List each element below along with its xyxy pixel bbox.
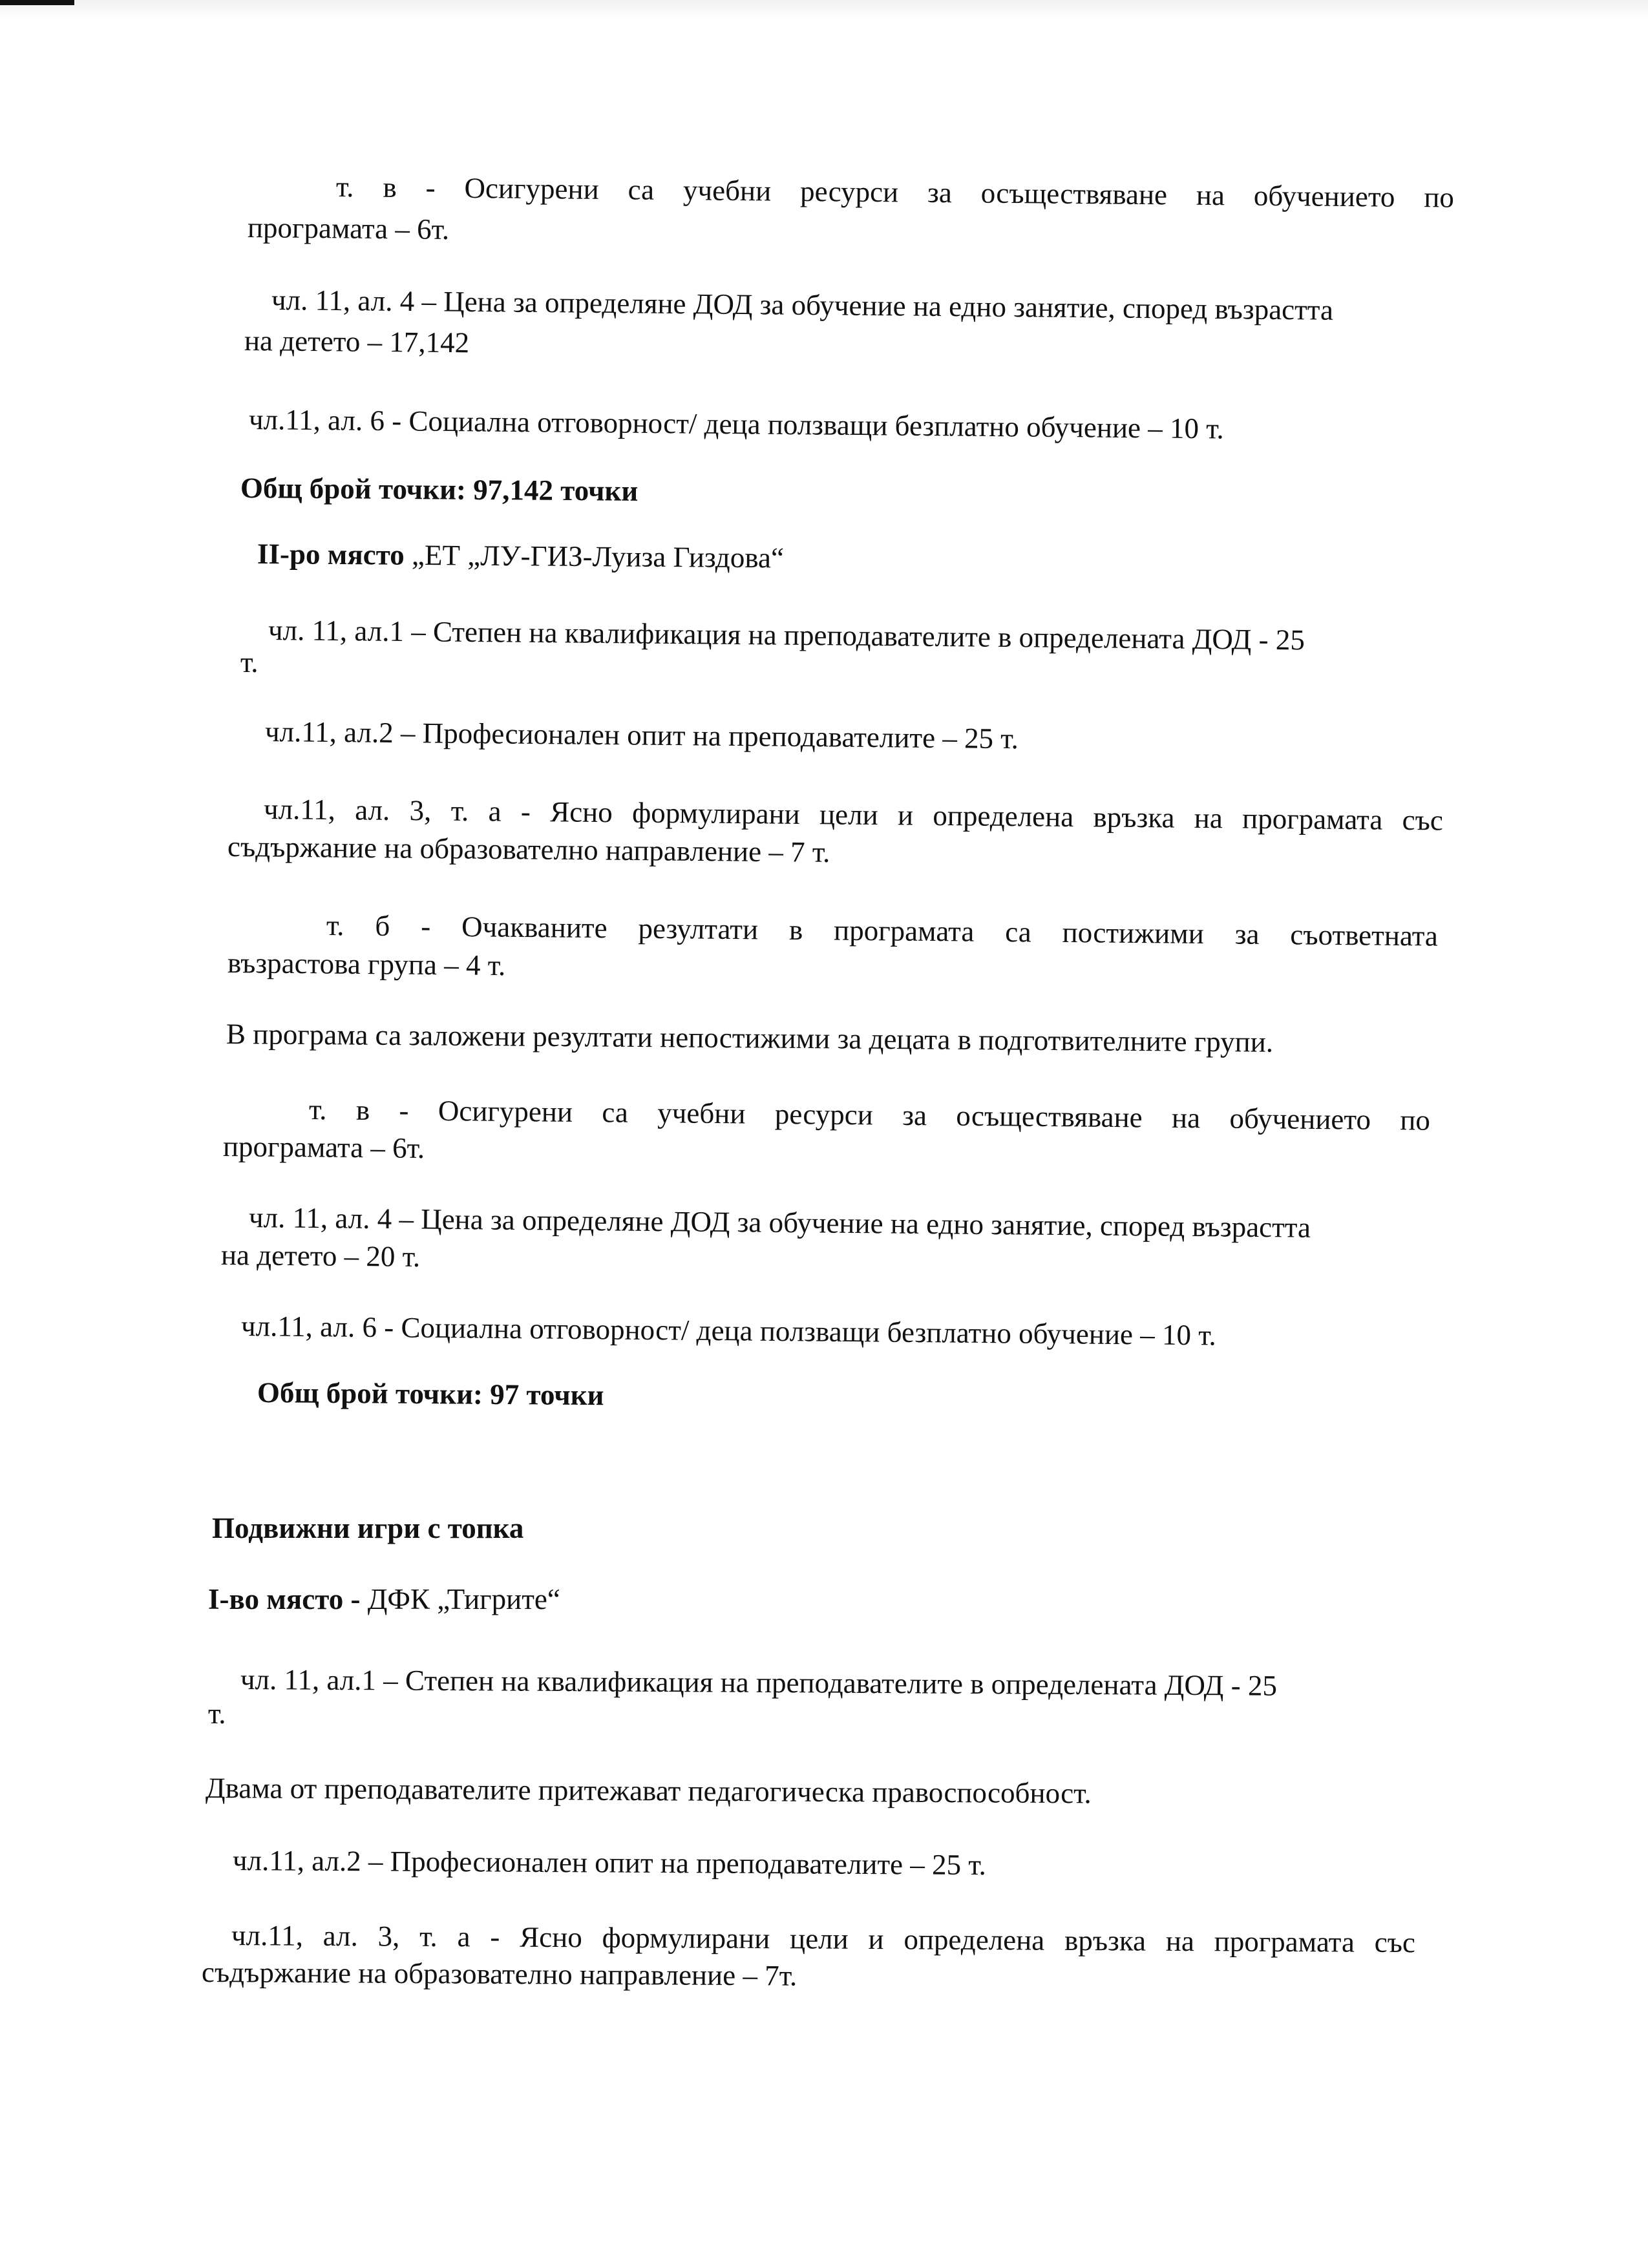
- scan-top-edge: [0, 0, 1648, 19]
- results-line2: възрастова група – 4 т.: [227, 947, 506, 982]
- second-place-name: „ЕТ „ЛУ-ГИЗ-Луиза Гиздова“: [411, 538, 785, 574]
- price-line2: на детето – 17,142: [244, 324, 470, 359]
- social-line: чл.11, ал. 6 - Социална отговорност/ деца ползващи безплатно обучение – 10 т.: [248, 403, 1225, 445]
- item-v-line1: т. в - Осигурени са учебни ресурси за осъществяване на обучението по: [335, 171, 1455, 214]
- price-line1: чл. 11, ал. 4 – Цена за определяне ДОД за обучение на едно занятие, според възрастта: [271, 284, 1334, 326]
- total-second: Общ брой точки: 97 точки: [257, 1376, 604, 1412]
- ball-first-place-label: I-во място -: [208, 1583, 361, 1615]
- ball-first-place-heading: [208, 1582, 560, 1617]
- second-place-heading: [257, 536, 784, 575]
- resources-line1: т. в - Осигурени са учебни ресурси за осъществяване на обучението по: [308, 1093, 1431, 1137]
- results-line1: т. б - Очакваните резултати в програмата са постижими за съответната: [326, 909, 1439, 952]
- ball-goals-line2: съдържание на образователно направление – 7т.: [201, 1956, 798, 1992]
- resources-line2: програмата – 6т.: [222, 1130, 425, 1164]
- ball-qual-note: Двама от преподавателите притежават педагогическа правоспособност.: [205, 1772, 1092, 1810]
- ball-games-title: Подвижни игри с топка: [212, 1512, 524, 1544]
- goals-line2: съдържание на образователно направление – 7 т.: [227, 830, 830, 868]
- price-line2-second: на детето – 20 т.: [220, 1239, 421, 1273]
- ball-goals-line1: чл.11, ал. 3, т. а - Ясно формулирани цели и определена връзка на програмата със: [231, 1919, 1416, 1959]
- ball-first-place-name: ДФК „Тигрите“: [367, 1583, 560, 1615]
- total-section1: Общ брой точки: 97,142 точки: [240, 472, 639, 507]
- results-note: В програма са заложени резултати непостижими за децата в подготвителните групи.: [226, 1018, 1274, 1058]
- ball-qual-line1: чл. 11, ал.1 – Степен на квалификация на преподавателите в определената ДОД - 25: [240, 1663, 1278, 1702]
- qual-line2: т.: [240, 646, 259, 678]
- ball-experience: чл.11, ал.2 – Професионален опит на преподавателите – 25 т.: [232, 1844, 987, 1882]
- ball-qual-line2: т.: [208, 1697, 226, 1730]
- social-line-second: чл.11, ал. 6 - Социална отговорност/ деца ползващи безплатно обучение – 10 т.: [240, 1310, 1217, 1352]
- goals-line1: чл.11, ал. 3, т. а - Ясно формулирани цели и определена връзка на програмата със: [263, 793, 1444, 837]
- experience-line: чл.11, ал.2 – Професионален опит на преподавателите – 25 т.: [264, 715, 1019, 755]
- second-place-label: II-ро място: [257, 538, 405, 571]
- qual-line1: чл. 11, ал.1 – Степен на квалификация на преподавателите в определената ДОД - 25: [268, 614, 1305, 656]
- item-v-line2: програмата – 6т.: [247, 211, 450, 246]
- price-line1-second: чл. 11, ал. 4 – Цена за определяне ДОД за обучение на едно занятие, според възрастта: [248, 1201, 1311, 1244]
- scan-corner-mark: [0, 0, 74, 5]
